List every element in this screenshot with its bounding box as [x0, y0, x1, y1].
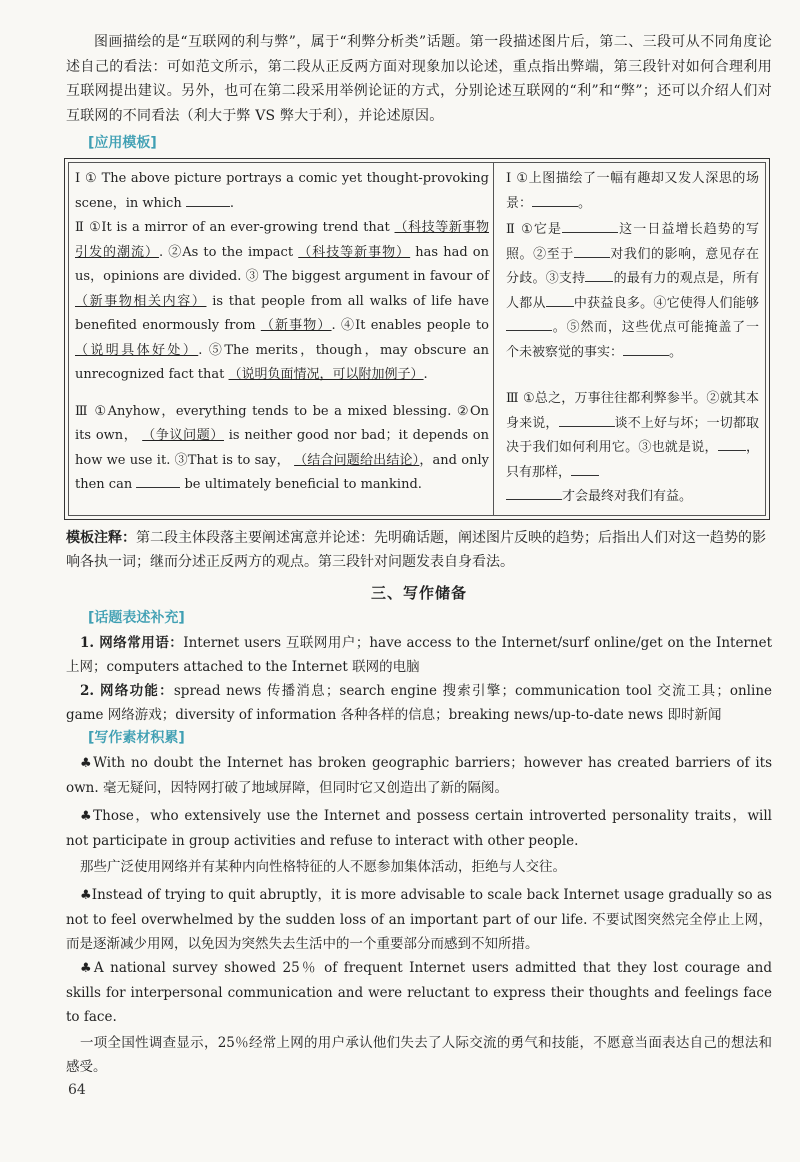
en-p2-text-5: . ④It enables people to — [331, 318, 489, 333]
en-p2-text-7: . — [423, 367, 428, 382]
topic-item-2 — [66, 679, 772, 727]
blank-line — [585, 267, 613, 282]
en-p2-text-4: is that people from all walks of life have benefited enormously from — [75, 293, 489, 333]
template-box — [64, 158, 770, 520]
fill-hint: （结合问题给出结论） — [294, 452, 420, 468]
topic-1-label: 1. 网络常用语： — [80, 635, 184, 651]
en-p3-text-2: is neither good nor bad；it depends on how we use it. ③That is to say， — [75, 428, 489, 468]
en-p3-text-4: be ultimately beneficial to mankind. — [184, 477, 422, 492]
zh-p2-text-6: 。⑤然而，这些优点可能掩盖了一个未被察觉的事实： — [506, 320, 759, 360]
note-text: 第二段主体段落主要阐述寓意并论述：先明确话题，阐述图片反映的趋势；后指出人们对这一趋势的影响各执一词；继而分述正反两方的观点。第三段针对问题发表自身看法。 — [66, 530, 766, 570]
fill-hint: （科技等新事物） — [298, 244, 411, 260]
zh-paragraph-3 — [506, 387, 759, 510]
template-box-inner — [68, 162, 766, 516]
blank-line — [559, 412, 615, 427]
zh-p3-text-1: Ⅲ ①总之，万事往往都利弊参半。②就其本身来说， — [506, 391, 759, 431]
en-p2-text-2: . ②As to the impact — [158, 244, 294, 260]
fill-hint: （说明具体好处） — [75, 342, 199, 358]
blank-line — [562, 218, 618, 233]
zh-p3-text-2: 谈不上好与坏；一切都取决于我们如何利用它。③也就是说， — [506, 415, 759, 455]
blank-line — [186, 192, 230, 207]
en-p2-text-6: . ⑤The merits，though，may obscure an unrecognized fact that — [75, 342, 489, 382]
club-icon: ♣ — [80, 809, 94, 824]
blank-line — [506, 485, 562, 500]
blank-line — [571, 461, 599, 476]
blank-line — [574, 243, 610, 258]
fill-hint: （说明负面情况，可以附加例子） — [228, 367, 424, 382]
topic-item-1 — [66, 631, 772, 679]
template-chinese-column — [494, 163, 765, 515]
material-2-english: Those，who extensively use the Internet and possess certain introverted personality traits，will not participate in group activities and refuse to interact with other people. — [66, 808, 772, 849]
fill-hint: （新事物） — [260, 318, 332, 333]
topic-2-text: spread news 传播消息；search engine 搜索引擎；communication tool 交流工具；online game 网络游戏；diversity of information 各种各样的信息；breaking news/up-to-date news 即时新闻 — [66, 683, 773, 723]
section-label-topic: [话题表述补充] — [88, 610, 185, 626]
en-paragraph-3 — [75, 400, 489, 498]
zh-p1-end: 。 — [578, 195, 592, 211]
blank-line — [532, 192, 578, 207]
material-3-text: Instead of trying to quit abruptly，it is more advisable to scale back Internet usage gradually so as not to feel overwhelmed by the sudden loss of an important part of our life. 不要试图突然完全停止上网，而是逐渐减少用网，以免因为突然失去生活中的一个重要部分而感到不知所措。 — [66, 887, 772, 952]
material-item-1 — [66, 751, 772, 800]
en-p3-text-3: ，and only then can — [75, 452, 489, 492]
zh-p2-text-3: 对我们的影响，意见存在分歧。③支持 — [506, 246, 759, 286]
intro-paragraph: 图画描绘的是“互联网的利与弊”，属于“利弊分析类”话题。第一段描述图片后，第二、三段可从不同角度论述自己的看法：可如范文所示，第二段从正反两方面对现象加以论述，重点指出弊端，第三段针对如何合理利用互联网提出建议。另外，也可在第二段采用举例论证的方式，分别论述互联网的“利”和“弊”；还可以介绍人们对互联网的不同看法（利大于弊 VS 弊大于利），并论述原因。 — [66, 34, 772, 124]
zh-p1-text: Ⅰ ①上图描绘了一幅有趣却又发人深思的场景： — [506, 171, 759, 211]
template-english-column — [69, 163, 494, 515]
club-icon: ♣ — [80, 756, 94, 771]
zh-p2-text-4: 的最有力的观点是，所有人都从 — [506, 271, 759, 311]
section-label-materials: [写作素材积累] — [88, 730, 185, 746]
note-label: 模板注释： — [66, 530, 136, 546]
blank-line — [506, 316, 552, 331]
blank-line — [623, 341, 669, 356]
fill-hint: （科技等新事物引发的潮流） — [75, 220, 489, 260]
en-p2-text-3: has had on us，opinions are divided. ③ The biggest argument in favour of — [75, 244, 489, 284]
fill-hint: （争议问题） — [142, 428, 224, 443]
en-paragraph-2 — [75, 216, 489, 388]
en-p2-text-1: Ⅱ ①It is a mirror of an ever-growing trend that — [75, 220, 390, 235]
material-4-english: A national survey showed 25％ of frequent Internet users admitted that they lost courage and skills for interpersonal communication and were reluctant to express their thoughts and feelings face to face. — [66, 960, 773, 1025]
zh-paragraph-2 — [506, 218, 759, 365]
section-label-templates: [应用模板] — [88, 135, 157, 151]
material-item-4-translation: 一项全国性调查显示，25％经常上网的用户承认他们失去了人际交流的勇气和技能，不愿意当面表达自己的想法和感受。 — [66, 1035, 772, 1075]
template-note — [66, 526, 772, 574]
zh-paragraph-1 — [506, 167, 759, 216]
zh-p3-text-3: ，只有那样， — [506, 440, 759, 480]
material-1-text: With no doubt the Internet has broken geographic barriers；however has created barriers of its own. 毫无疑问，因特网打破了地域屏障，但同时它又创造出了新的隔阂。 — [66, 755, 773, 796]
zh-p2-text-7: 。 — [669, 344, 683, 360]
zh-p2-text-1: Ⅱ ①它是 — [506, 222, 563, 237]
zh-p3-text-4: 才会最终对我们有益。 — [562, 489, 693, 504]
page-number: 64 — [68, 1082, 86, 1098]
blank-line — [718, 436, 746, 451]
fill-hint: （新事物相关内容） — [75, 293, 207, 309]
blank-line — [546, 292, 574, 307]
zh-p2-text-2: 这一日益增长趋势的写照。②至于 — [506, 222, 759, 262]
zh-p2-text-5: 中获益良多。④它使得人们能够 — [573, 295, 759, 311]
material-item-2-translation: 那些广泛使用网络并有某种内向性格特征的人不愿参加集体活动，拒绝与人交往。 — [80, 859, 566, 875]
material-item-2 — [66, 804, 772, 853]
club-icon: ♣ — [80, 961, 94, 976]
material-item-4 — [66, 956, 772, 1029]
en-p3-text-1: Ⅲ ①Anyhow，everything tends to be a mixed blessing. ②On its own， — [75, 403, 489, 443]
en-p1-text: Ⅰ ① The above picture portrays a comic yet thought-provoking scene，in which — [75, 171, 489, 211]
section-title: 三、写作储备 — [370, 584, 467, 602]
en-paragraph-1 — [75, 167, 489, 216]
page-content — [66, 30, 772, 1079]
blank-line — [136, 473, 180, 488]
club-icon: ♣ — [80, 888, 92, 903]
en-p1-end: . — [229, 195, 234, 211]
topic-1-text: Internet users 互联网用户；have access to the Internet/surf online/get on the Internet 上网；computers attached to the Internet 联网的电脑 — [66, 635, 772, 675]
material-item-3 — [66, 883, 772, 956]
topic-2-label: 2. 网络功能： — [80, 683, 174, 699]
